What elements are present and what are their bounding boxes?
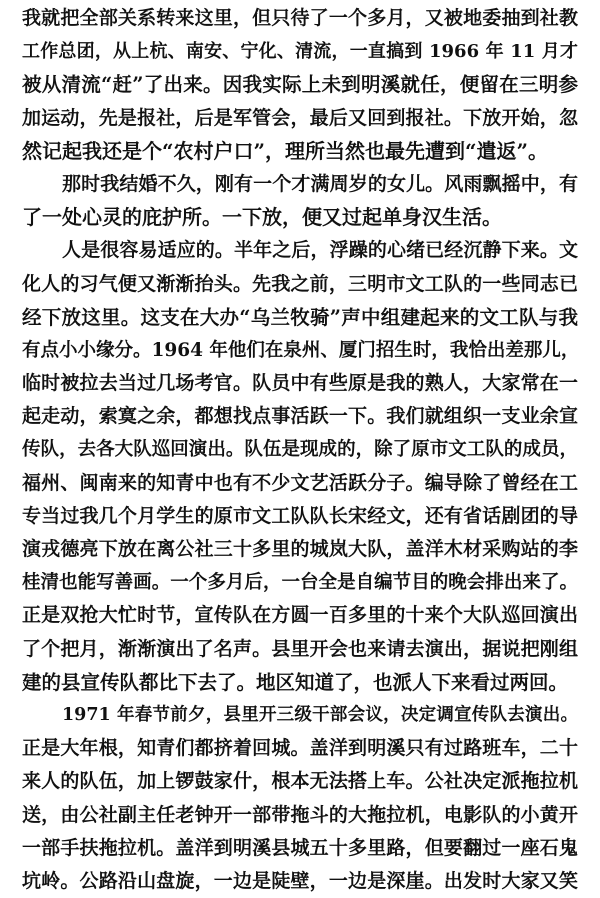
text-line: 来人的队伍，加上锣鼓家什，根本无法搭上车。公社决定派拖拉机 <box>22 770 578 793</box>
text-line: 被从清流“赶”了出来。因我实际上未到明溪就任，便留在三明参 <box>22 73 578 97</box>
text-line: 正是双抢大忙时节，宣传队在方圆一百多里的十来个大队巡回演出 <box>22 604 578 627</box>
text-line: 演戎德亮下放在离公社三十多里的城岚大队，盖洋木材采购站的李 <box>22 538 578 560</box>
text-line: 专当过我几个月学生的原市文工队队长宋经文，还有省话剧团的导 <box>22 504 578 527</box>
text-line: 了一处心灵的庇护所。一下放，便又过起单身汉生活。 <box>22 205 502 230</box>
text-line: 坑岭。公路沿山盘旋，一边是陡壁，一边是深崖。出发时大家又笑 <box>22 869 578 892</box>
text-line: 桂清也能写善画。一个多月后，一台全是自编节目的晚会排出来了。 <box>22 572 578 594</box>
text-line: 人是很容易适应的。半年之后，浮躁的心绪已经沉静下来。文 <box>62 239 578 262</box>
text-line: 经下放这里。这支在大办“乌兰牧骑”声中组建起来的文工队与我 <box>22 305 578 329</box>
text-line: 福州、闽南来的知青中也有不少文艺活跃分子。编导除了曾经在工 <box>22 471 578 494</box>
text-line: 那时我结婚不久，刚有一个才满周岁的女儿。风雨飘摇中，有 <box>62 172 578 195</box>
body-text <box>22 2 578 898</box>
text-line: 有点小小缘分。1964 年他们在泉州、厦门招生时，我恰出差那儿， <box>22 339 580 361</box>
text-line: 化人的习气便又渐渐抬头。先我之前，三明市文工队的一些同志已 <box>22 272 578 295</box>
text-line: 建的县宣传队都比下去了。地区知道了，也派人下来看过两回。 <box>22 670 569 694</box>
text-line: 了个把月，渐渐演出了名声。县里开会也来请去演出，据说把刚组 <box>22 637 578 660</box>
text-line: 临时被拉去当过几场考官。队员中有些原是我的熟人，大家常在一 <box>22 372 578 395</box>
text-line: 起走动，索寞之余，都想找点事活跃一下。我们就组织一支业余宣 <box>22 405 578 428</box>
text-line: 一部手扶拖拉机。盖洋到明溪县城五十多里路，但要翻过一座石鬼 <box>22 836 578 859</box>
text-line: 加运动，先是报社，后是军管会，最后又回到报社。下放开始，忽 <box>22 106 578 129</box>
text-line: 正是大年根，知青们都挤着回城。盖洋到明溪只有过路班车，二十 <box>22 737 578 760</box>
text-line: 送，由公社副主任老钟开一部带拖斗的大拖拉机，电影队的小黄开 <box>22 803 578 826</box>
text-line: 1971 年春节前夕，县里开三级干部会议，决定调宣传队去演出。 <box>62 704 578 725</box>
text-line: 然记起我还是个“农村户口”，理所当然也最先遭到“遣返”。 <box>22 138 549 163</box>
text-line: 工作总团，从上杭、南安、宁化、清流，一直搞到 1966 年 11 月才 <box>22 41 578 63</box>
text-line: 传队，去各大队巡回演出。队伍是现成的，除了原市文工队的成员， <box>22 439 578 461</box>
text-line: 我就把全部关系转来这里，但只待了一个多月，又被地委抽到社教 <box>22 7 578 29</box>
